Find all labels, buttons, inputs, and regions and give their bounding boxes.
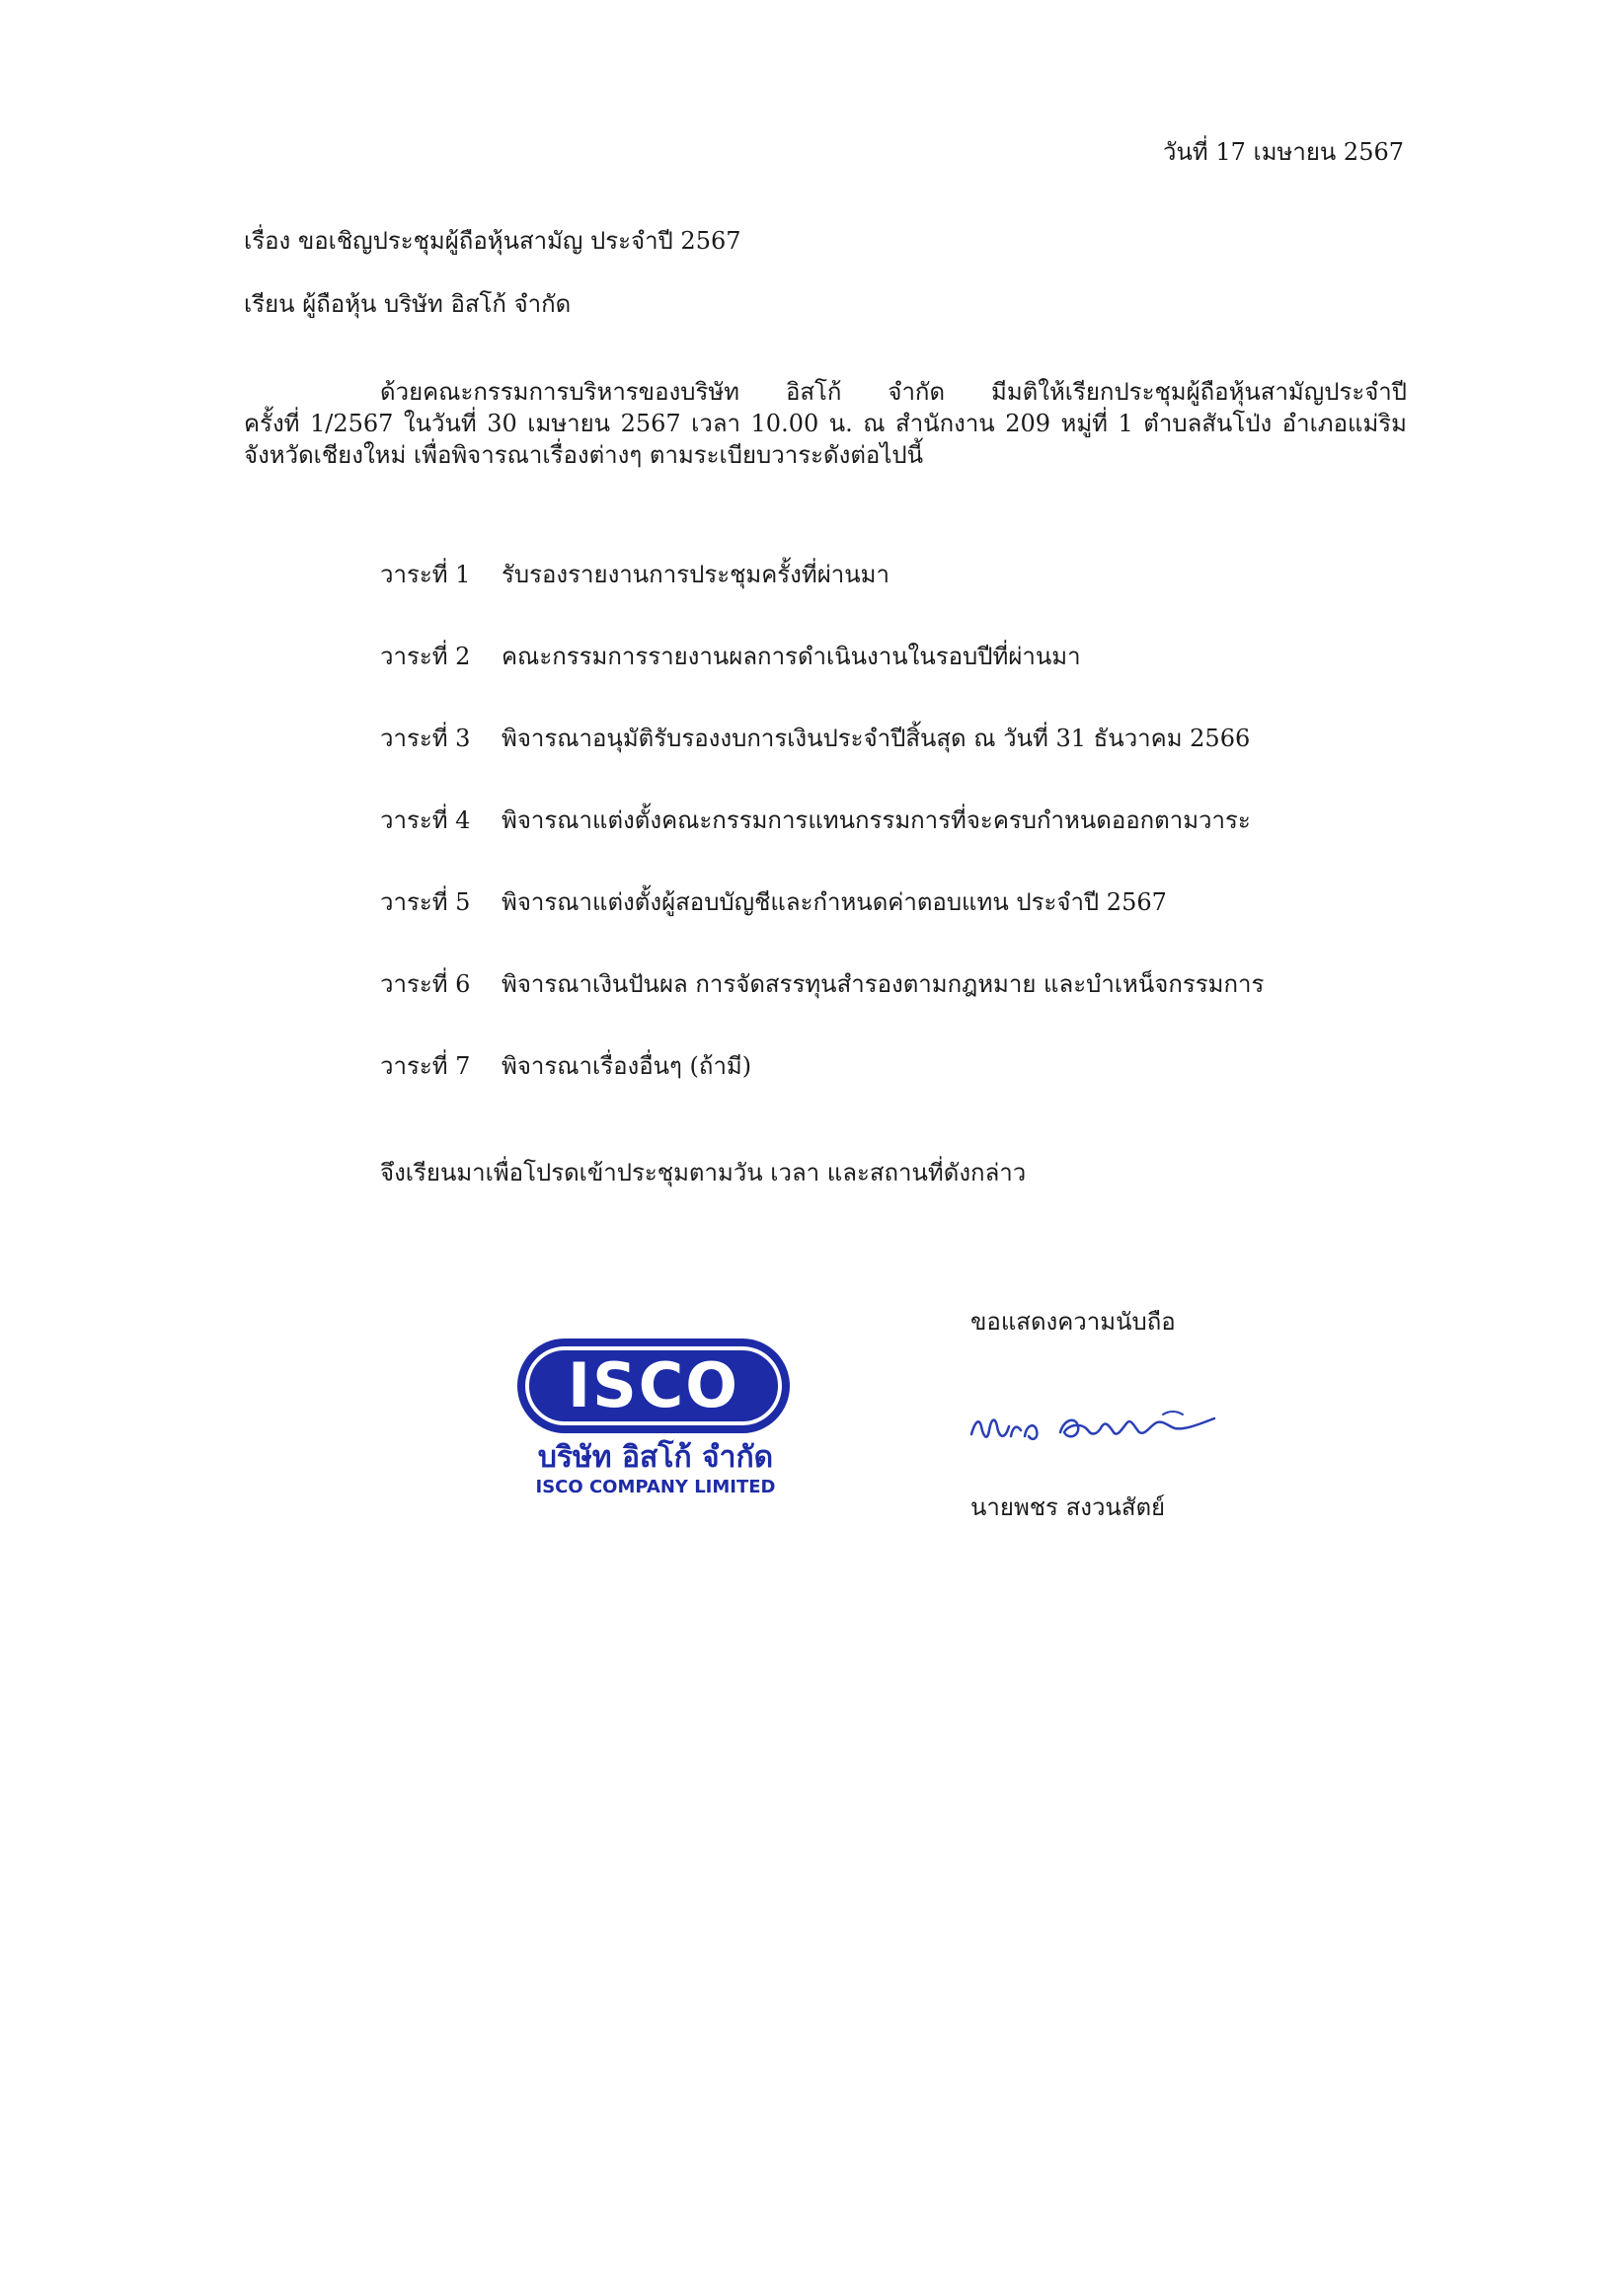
- agenda-list: [380, 559, 1367, 1132]
- handwritten-signature: [966, 1397, 1222, 1456]
- body-line: จังหวัดเชียงใหม่ เพื่อพิจารณาเรื่องต่างๆ ตามระเบียบวาระดังต่อไปนี้: [244, 441, 924, 469]
- agenda-number: วาระที่ 6: [380, 970, 471, 998]
- agenda-text: คณะกรรมการรายงานผลการดำเนินงานในรอบปีที่ผ่านมา: [502, 643, 1081, 670]
- letter-closing: จึงเรียนมาเพื่อโปรดเข้าประชุมตามวัน เวลา และสถานที่ดังกล่าว: [380, 1159, 1027, 1186]
- agenda-text: พิจารณาเรื่องอื่นๆ (ถ้ามี): [502, 1052, 752, 1080]
- body-line: ครั้งที่ 1/2567 ในวันที่ 30 เมษายน 2567 เวลา 10.00 น. ณ สำนักงาน 209 หมู่ที่ 1 ตำบลสันโป่ง อำเภอแม่ริม: [244, 410, 1408, 437]
- agenda-number: วาระที่ 3: [380, 725, 471, 752]
- agenda-item: [380, 641, 1367, 672]
- agenda-number: วาระที่ 2: [380, 643, 471, 670]
- agenda-number: วาระที่ 1: [380, 561, 471, 588]
- agenda-text: พิจารณาอนุมัติรับรองงบการเงินประจำปีสิ้นสุด ณ วันที่ 31 ธันวาคม 2566: [502, 725, 1251, 752]
- letter-body-paragraph: [244, 376, 1407, 471]
- agenda-item: [380, 559, 1367, 590]
- company-logo: [515, 1339, 796, 1500]
- agenda-text: พิจารณาแต่งตั้งคณะกรรมการแทนกรรมการที่จะครบกำหนดออกตามวาระ: [502, 806, 1251, 834]
- agenda-text: พิจารณาแต่งตั้งผู้สอบบัญชีและกำหนดค่าตอบแทน ประจำปี 2567: [502, 888, 1167, 916]
- agenda-text: พิจารณาเงินปันผล การจัดสรรทุนสำรองตามกฎหมาย และบำเหน็จกรรมการ: [502, 970, 1265, 998]
- agenda-number: วาระที่ 4: [380, 806, 471, 834]
- agenda-number: วาระที่ 7: [380, 1052, 471, 1080]
- agenda-item: [380, 886, 1367, 918]
- signature-stroke: [1163, 1412, 1183, 1415]
- agenda-item: [380, 804, 1367, 836]
- letter-recipient: เรียน ผู้ถือหุ้น บริษัท อิสโก้ จำกัด: [244, 290, 572, 318]
- logo-thai-name: บริษัท อิสโก้ จำกัด: [537, 1440, 774, 1475]
- agenda-item: [380, 968, 1367, 1000]
- logo-english-name: ISCO COMPANY LIMITED: [535, 1477, 776, 1497]
- agenda-item: [380, 723, 1367, 754]
- signature-stroke: [971, 1420, 1037, 1439]
- agenda-text: รับรองรายงานการประชุมครั้งที่ผ่านมา: [502, 561, 889, 588]
- body-line: ด้วยคณะกรรมการบริหารของบริษัท อิสโก้ จำกัด มีมติให้เรียกประชุมผู้ถือหุ้นสามัญประจำปี: [380, 378, 1407, 406]
- letter-date: วันที่ 17 เมษายน 2567: [1163, 138, 1404, 166]
- agenda-item: [380, 1050, 1367, 1082]
- logo-badge: [517, 1339, 790, 1433]
- logo-mark: ISCO: [568, 1349, 739, 1421]
- agenda-number: วาระที่ 5: [380, 888, 471, 916]
- letter-subject: เรื่อง ขอเชิญประชุมผู้ถือหุ้นสามัญ ประจำปี 2567: [244, 227, 741, 255]
- signer-name: นายพชร สงวนสัตย์: [970, 1493, 1166, 1521]
- signature-stroke: [1060, 1418, 1214, 1436]
- letter-regards: ขอแสดงความนับถือ: [970, 1308, 1176, 1336]
